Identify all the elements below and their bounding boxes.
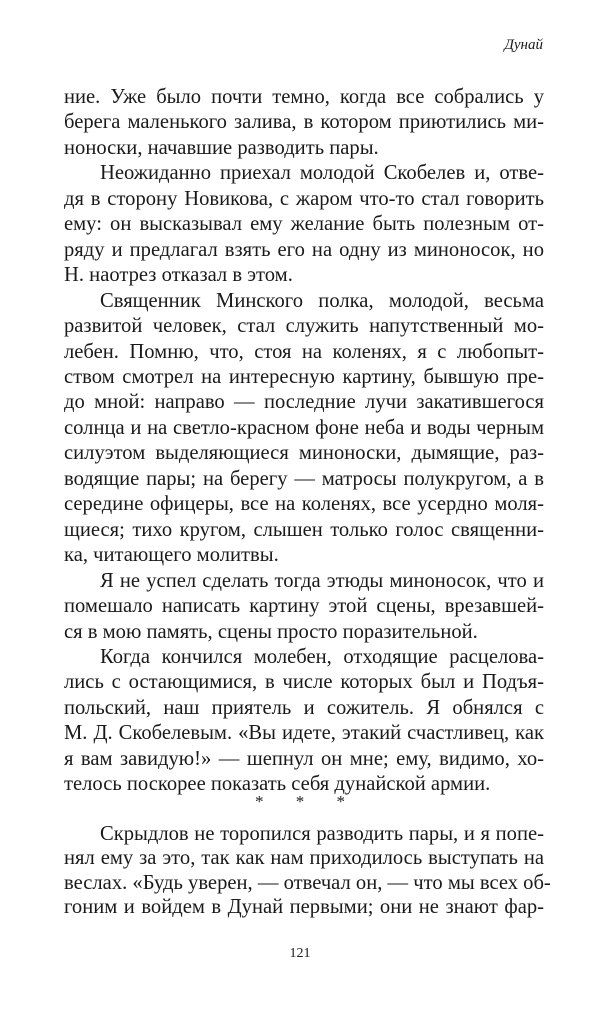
text-line: ноноски, начавшие разводить пары. bbox=[64, 136, 379, 159]
page-number: 121 bbox=[289, 946, 311, 961]
text-line: ся в мою память, сцены просто поразительной. bbox=[64, 620, 478, 643]
text-line: дя в сторону Новикова, с жаром что-то стал говорить bbox=[64, 187, 544, 210]
text-line: до мной: направо — последние лучи закатившегося bbox=[64, 391, 544, 414]
text-line: Скрыдлов не торопился разводить пары, и я попе- bbox=[100, 823, 544, 845]
text-line: водящие пары; на берегу — матросы полукругом, а в bbox=[64, 467, 544, 490]
text-line: Неожиданно приехал молодой Скобелев и, отве- bbox=[100, 162, 544, 185]
body-text-continued bbox=[64, 822, 551, 920]
text-line: силуэтом выделяющиеся миноноски, дымящие, раз- bbox=[64, 442, 544, 465]
section-separator: * * * bbox=[255, 792, 359, 811]
running-head: Дунай bbox=[504, 37, 543, 53]
body-text bbox=[64, 85, 544, 798]
text-line: Я не успел сделать тогда этюды миноносок, что и bbox=[100, 569, 544, 592]
text-line: помешало написать картину этой сцены, врезавшей- bbox=[64, 595, 544, 618]
text-line: ством смотрел на интересную картину, бывшую пре- bbox=[64, 365, 544, 388]
text-line: солнца и на светло-красном фоне неба и воды черным bbox=[64, 416, 544, 439]
text-line: лебен. Помню, что, стоя на коленях, я с любопыт- bbox=[64, 340, 544, 363]
text-line: развитой человек, стал служить напутственный мо- bbox=[64, 315, 544, 338]
text-line: ему: он высказывал ему желание быть полезным от- bbox=[64, 213, 544, 236]
text-line: лись с остающимися, в числе которых был и Подъя- bbox=[64, 671, 544, 694]
text-line: нял ему за это, так как нам приходилось выступать на bbox=[64, 847, 544, 870]
text-line: ряду и предлагал взять его на одну из миноносок, но bbox=[64, 238, 544, 261]
text-line: середине офицеры, все на коленях, все усердно моля- bbox=[64, 493, 544, 516]
text-line: гоним и войдем в Дунай первыми; они не знают фар- bbox=[64, 896, 544, 919]
text-line: Н. наотрез отказал в этом. bbox=[64, 264, 293, 287]
text-line: веслах. «Будь уверен, — отвечал он, — что мы всех об- bbox=[64, 871, 551, 894]
text-line: Священник Минского полка, молодой, весьма bbox=[100, 289, 544, 312]
text-line: ние. Уже было почти темно, когда все собрались у bbox=[64, 86, 544, 108]
text-line: Когда кончился молебен, отходящие расцелова- bbox=[100, 645, 544, 668]
text-line: польский, наш приятель и сожитель. Я обнялся с bbox=[64, 696, 544, 719]
text-line: ка, читающего молитвы. bbox=[64, 544, 279, 567]
text-line: щиеся; тихо кругом, слышен только голос священни- bbox=[64, 518, 544, 541]
text-line: М. Д. Скобелевым. «Вы идете, этакий счастливец, как bbox=[64, 722, 544, 745]
text-line: берега маленького залива, в котором приютились ми- bbox=[64, 111, 544, 134]
text-line: телось поскорее показать себя дунайской армии. bbox=[64, 773, 491, 796]
text-line: я вам завидую!» — шепнул он мне; ему, видимо, хо- bbox=[64, 747, 544, 770]
